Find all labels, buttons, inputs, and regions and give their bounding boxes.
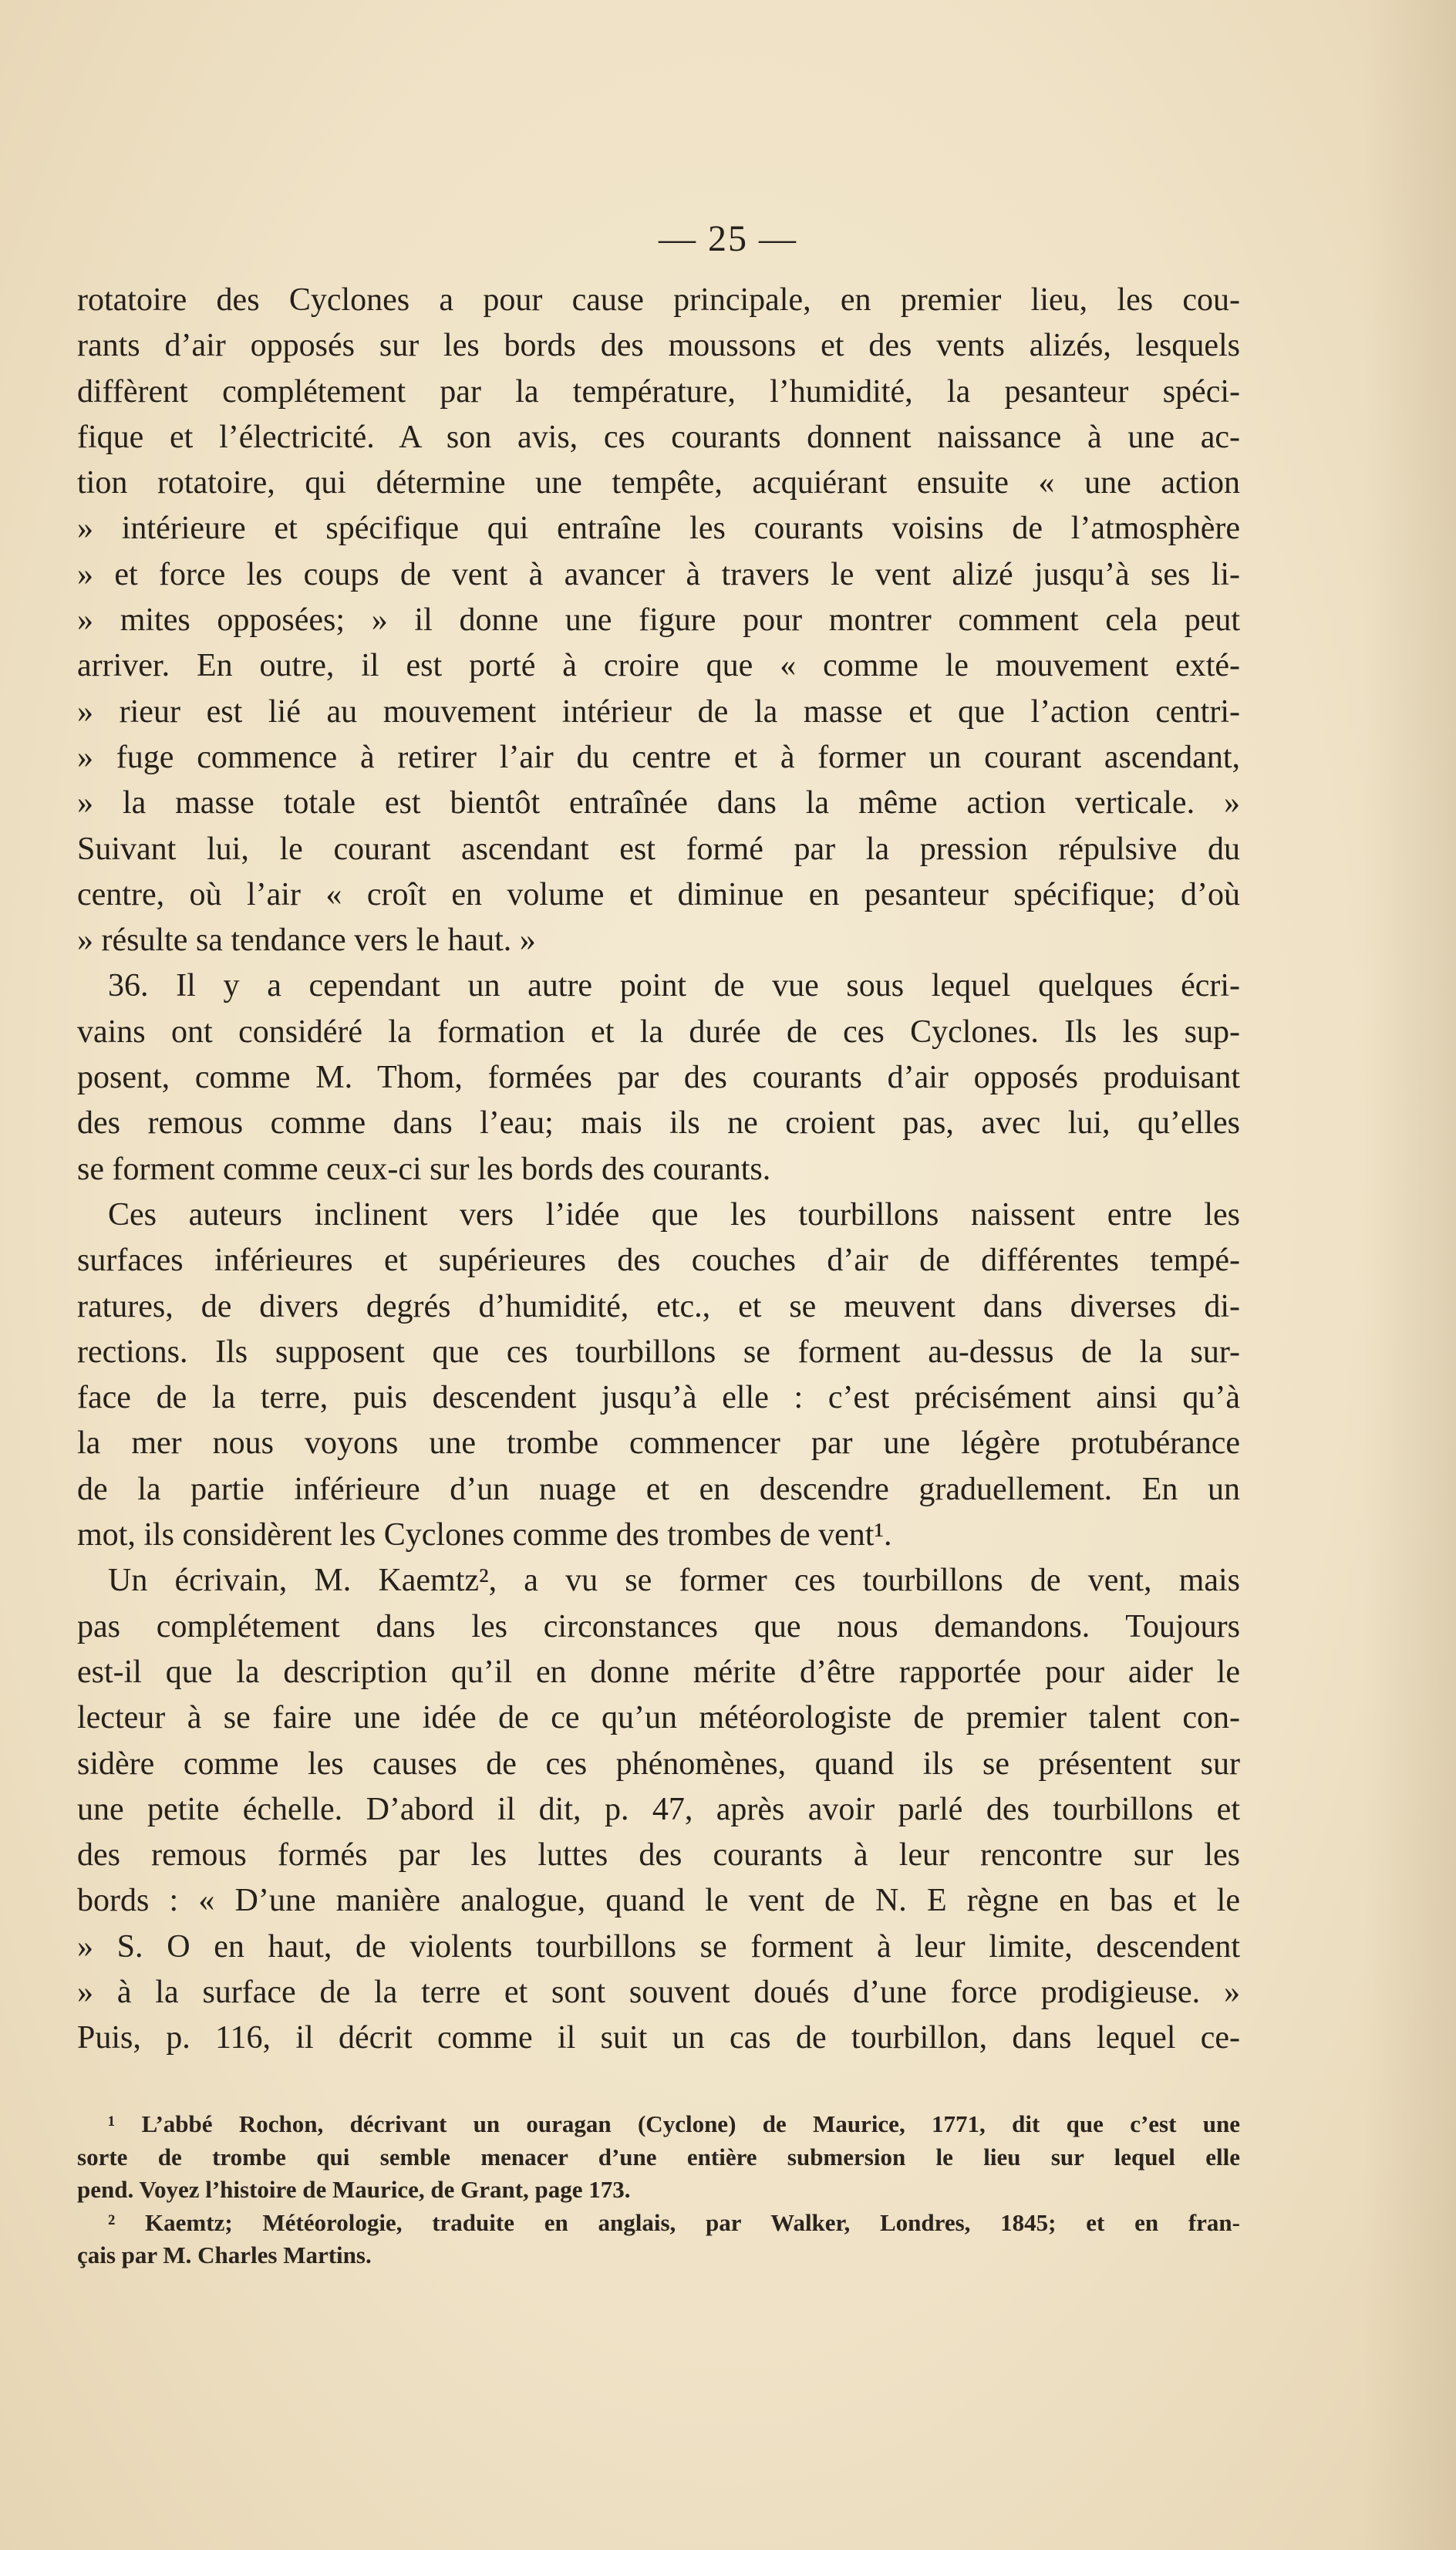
footnote-line: ¹ L’abbé Rochon, décrivant un ouragan (Cyclone) de Maurice, 1771, dit que c’est une [108, 2110, 1240, 2137]
body-line: se forment comme ceux-ci sur les bords des courants. [77, 1151, 771, 1187]
body-line: » la masse totale est bientôt entraînée dans la même action verticale. » [77, 785, 1240, 821]
body-line: lecteur à se faire une idée de ce qu’un météorologiste de premier talent con- [77, 1700, 1240, 1736]
body-line: Puis, p. 116, il décrit comme il suit un cas de tourbillon, dans lequel ce- [77, 2020, 1240, 2056]
body-line: » à la surface de la terre et sont souvent doués d’une force prodigieuse. » [77, 1974, 1240, 2010]
body-line: » fuge commence à retirer l’air du centre et à former un courant ascendant, [77, 739, 1240, 775]
body-line: » et force les coups de vent à avancer à travers le vent alizé jusqu’à ses li- [77, 556, 1240, 592]
body-line: rections. Ils supposent que ces tourbillons se forment au-dessus de la sur- [77, 1334, 1240, 1370]
body-line: rants d’air opposés sur les bords des moussons et des vents alizés, lesquels [77, 328, 1240, 364]
body-line: Un écrivain, M. Kaemtz², a vu se former ces tourbillons de vent, mais [108, 1563, 1240, 1599]
body-line: sidère comme les causes de ces phénomènes, quand ils se présentent sur [77, 1746, 1240, 1782]
body-line: » S. O en haut, de violents tourbillons se forment à leur limite, descendent [77, 1928, 1240, 1965]
body-line: ratures, de divers degrés d’humidité, etc., et se meuvent dans diverses di- [77, 1288, 1240, 1324]
footnotes [77, 2108, 1240, 2272]
body-line: » rieur est lié au mouvement intérieur de la masse et que l’action centri- [77, 693, 1240, 730]
body-line: tion rotatoire, qui détermine une tempête, acquiérant ensuite « une action [77, 465, 1240, 501]
footnote-line: ² Kaemtz; Météorologie, traduite en anglais, par Walker, Londres, 1845; et en fran- [108, 2208, 1240, 2236]
page-number: — 25 — [659, 218, 797, 259]
page-edge-shading [1363, 0, 1456, 2550]
body-line: face de la terre, puis descendent jusqu’à elle : c’est précisément ainsi qu’à [77, 1380, 1240, 1416]
body-line: mot, ils considèrent les Cyclones comme des trombes de vent¹. [77, 1517, 892, 1553]
body-line: de la partie inférieure d’un nuage et en descendre graduellement. En un [77, 1471, 1240, 1507]
body-line: une petite échelle. D’abord il dit, p. 47, après avoir parlé des tourbillons et [77, 1791, 1240, 1827]
body-line: Suivant lui, le courant ascendant est formé par la pression répulsive du [77, 831, 1240, 867]
body-line: des remous comme dans l’eau; mais ils ne croient pas, avec lui, qu’elles [77, 1105, 1240, 1142]
footnote-line: pend. Voyez l’histoire de Maurice, de Grant, page 173. [77, 2176, 631, 2203]
body-line: pas complétement dans les circonstances que nous demandons. Toujours [77, 1608, 1240, 1644]
body-line: posent, comme M. Thom, formées par des courants d’air opposés produisant [77, 1060, 1240, 1096]
footnote-line: sorte de trombe qui semble menacer d’une entière submersion le lieu sur lequel elle [77, 2143, 1240, 2171]
body-line: des remous formés par les luttes des courants à leur rencontre sur les [77, 1837, 1240, 1874]
body-line: vains ont considéré la formation et la durée de ces Cyclones. Ils les sup- [77, 1014, 1240, 1050]
body-line: arriver. En outre, il est porté à croire que « comme le mouvement exté- [77, 648, 1240, 684]
body-line: la mer nous voyons une trombe commencer par une légère protubérance [77, 1425, 1240, 1462]
body-text [77, 278, 1240, 2062]
body-line: » intérieure et spécifique qui entraîne les courants voisins de l’atmosphère [77, 511, 1240, 547]
body-line: surfaces inférieures et supérieures des couches d’air de différentes tempé- [77, 1243, 1240, 1279]
body-line: rotatoire des Cyclones a pour cause principale, en premier lieu, les cou- [77, 282, 1240, 318]
footnote-line: çais par M. Charles Martins. [77, 2241, 372, 2268]
body-line: Ces auteurs inclinent vers l’idée que les tourbillons naissent entre les [108, 1196, 1240, 1233]
body-line: diffèrent complétement par la température, l’humidité, la pesanteur spéci- [77, 373, 1240, 410]
body-line: » résulte sa tendance vers le haut. » [77, 923, 536, 959]
body-line: 36. Il y a cependant un autre point de vue sous lequel quelques écri- [108, 968, 1240, 1004]
body-line: centre, où l’air « croît en volume et diminue en pesanteur spécifique; d’où [77, 876, 1240, 912]
body-line: est-il que la description qu’il en donne mérite d’être rapportée pour aider le [77, 1654, 1240, 1690]
body-line: fique et l’électricité. A son avis, ces courants donnent naissance à une ac- [77, 419, 1240, 455]
body-line: bords : « D’une manière analogue, quand le vent de N. E règne en bas et le [77, 1883, 1240, 1919]
body-line: » mites opposées; » il donne une figure pour montrer comment cela peut [77, 602, 1240, 639]
